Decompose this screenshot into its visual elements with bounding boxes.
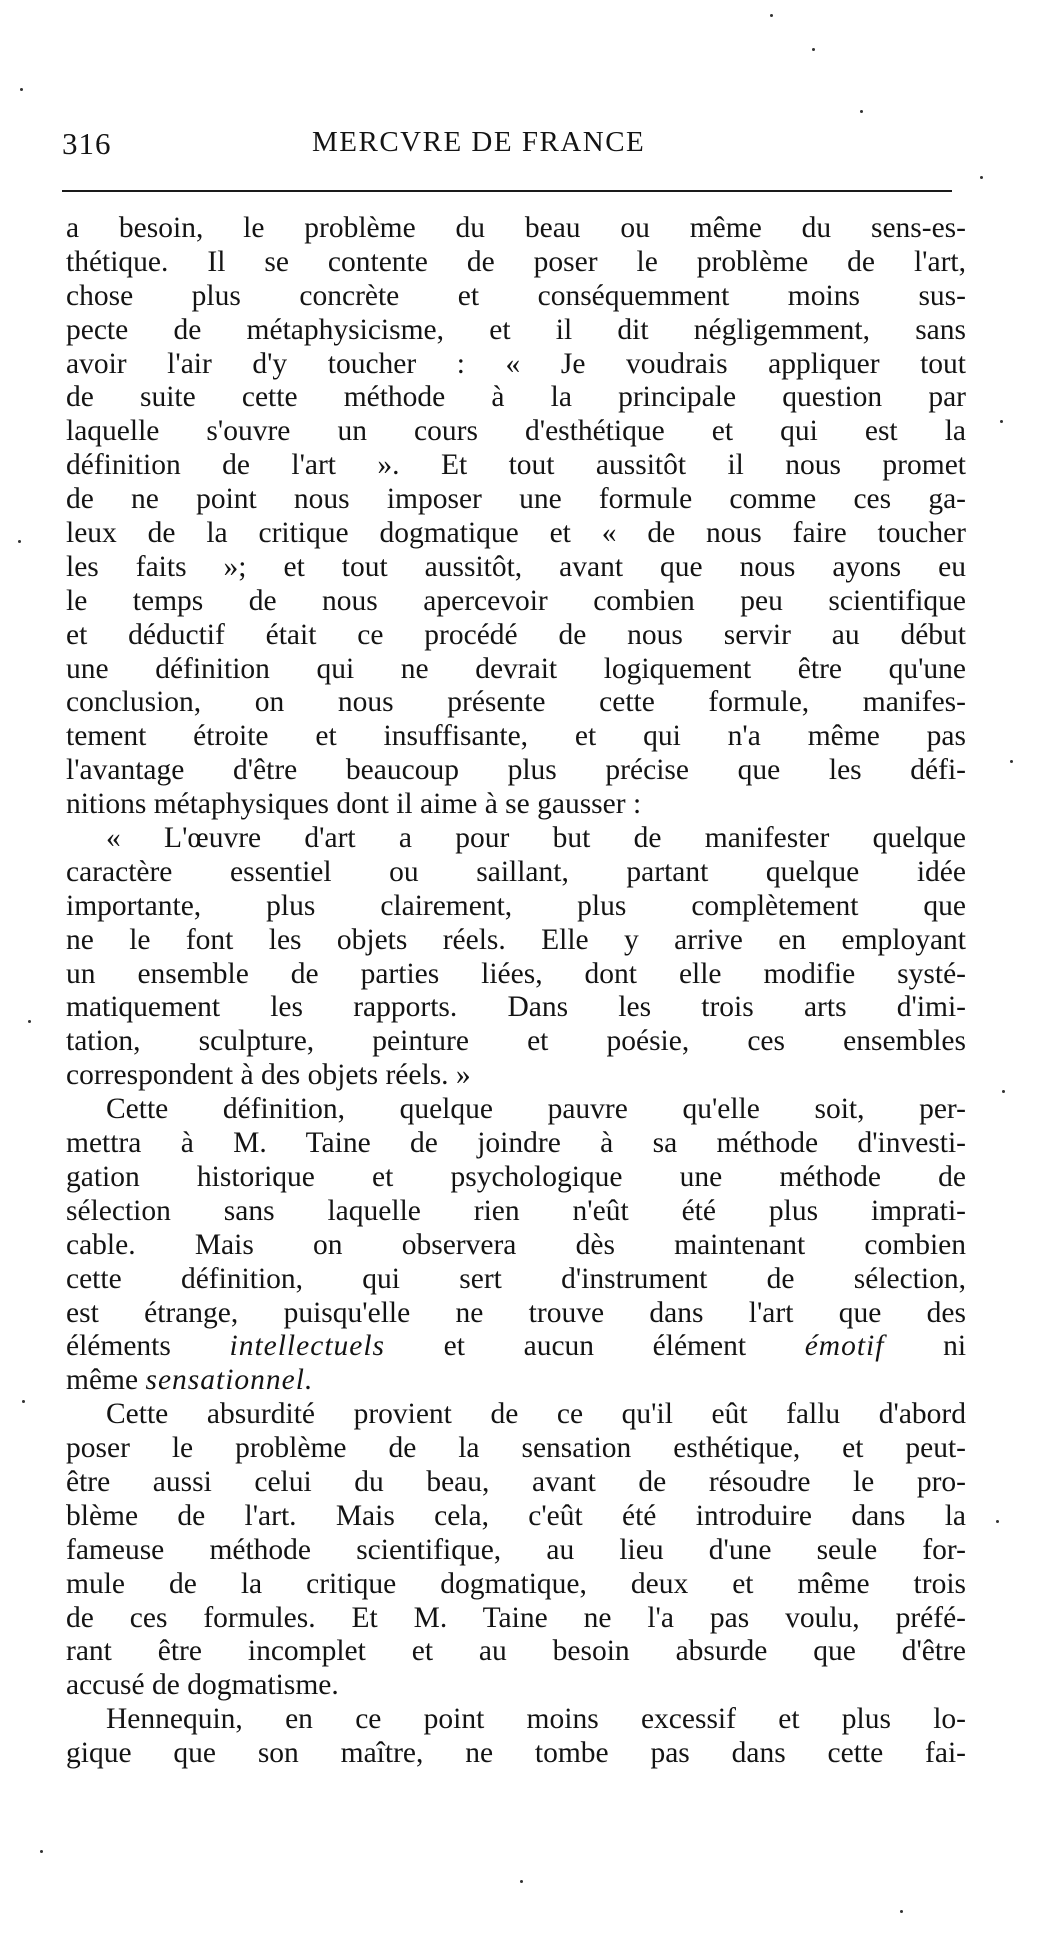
scan-speck — [812, 48, 815, 51]
scan-speck — [770, 14, 773, 17]
quote-line: matiquement les rapports. Dans les trois arts d'imi- — [66, 991, 966, 1024]
italic-term: intellectuels — [229, 1330, 386, 1363]
text-line: Cette définition, quelque pauvre qu'elle soit, per- — [106, 1093, 966, 1126]
header-rule — [62, 190, 952, 192]
text-line: blème de l'art. Mais cela, c'eût été introduire dans la — [66, 1499, 966, 1532]
scan-speck — [860, 110, 863, 113]
text-line: conclusion, on nous présente cette formule, manifes- — [66, 686, 966, 719]
text-line: Cette absurdité provient de ce qu'il eût fallu d'abord — [106, 1398, 966, 1431]
text-line: chose plus concrète et conséquemment moins sus- — [66, 279, 966, 312]
scan-speck — [20, 88, 23, 91]
text-line: gique que son maître, ne tombe pas dans cette fai- — [66, 1737, 966, 1770]
scan-speck — [22, 1400, 25, 1403]
quote-line: importante, plus clairement, plus complètement que — [66, 889, 966, 922]
text-fragment: ni — [943, 1330, 967, 1363]
text-line: l'avantage d'être beaucoup plus précise que les défi- — [66, 754, 966, 787]
text-line: cable. Mais on observera dès maintenant combien — [66, 1228, 966, 1261]
scan-speck — [1002, 1090, 1005, 1093]
text-line: pecte de métaphysicisme, et il dit négligemment, sans — [66, 313, 966, 346]
text-line: le temps de nous apercevoir combien peu scientifique — [66, 584, 966, 617]
text-line: avoir l'air d'y toucher : « Je voudrais appliquer tout — [66, 347, 966, 380]
quote-line: caractère essentiel ou saillant, partant quelque idée — [66, 855, 966, 888]
text-line: est étrange, puisqu'elle ne trouve dans l'art que des — [66, 1296, 966, 1329]
text-line — [66, 1364, 966, 1398]
running-head — [62, 126, 952, 166]
scan-speck — [900, 1910, 903, 1913]
text-fragment: éléments — [66, 1330, 171, 1363]
quote-line: ne le font les objets réels. Elle y arrive en employant — [66, 923, 966, 956]
text-line: leux de la critique dogmatique et « de nous faire toucher — [66, 517, 966, 550]
italic-term: sensationnel. — [145, 1364, 314, 1397]
text-line: a besoin, le problème du beau ou même du sens-es- — [66, 212, 966, 244]
text-line: fameuse méthode scientifique, au lieu d'une seule for- — [66, 1533, 966, 1566]
text-line: poser le problème de la sensation esthétique, et peut- — [66, 1432, 966, 1465]
text-line: tement étroite et insuffisante, et qui n'a même pas — [66, 720, 966, 753]
text-line: laquelle s'ouvre un cours d'esthétique et qui est la — [66, 415, 966, 448]
text-fragment: et aucun élément — [443, 1330, 747, 1363]
quote-line: « L'œuvre d'art a pour but de manifester quelque — [106, 822, 966, 855]
italic-term: émotif — [804, 1330, 885, 1363]
text-fragment: même — [66, 1364, 139, 1397]
scan-speck — [996, 1520, 999, 1523]
text-line: thétique. Il se contente de poser le problème de l'art, — [66, 245, 966, 278]
text-line — [66, 1330, 966, 1364]
scan-speck — [1010, 760, 1013, 763]
text-line: nitions métaphysiques dont il aime à se gausser : — [66, 788, 642, 821]
body-text — [66, 212, 966, 1771]
text-line: rant être incomplet et au besoin absurde que d'être — [66, 1635, 966, 1668]
text-line: une définition qui ne devrait logiquement être qu'une — [66, 652, 966, 685]
scan-speck — [1000, 420, 1003, 423]
text-line: être aussi celui du beau, avant de résoudre le pro- — [66, 1465, 966, 1498]
text-line: de suite cette méthode à la principale question par — [66, 381, 966, 414]
scan-speck — [520, 1880, 523, 1883]
quote-line: correspondent à des objets réels. » — [66, 1059, 471, 1092]
scan-speck — [28, 1020, 31, 1023]
text-line: mule de la critique dogmatique, deux et même trois — [66, 1567, 966, 1600]
quote-line: un ensemble de parties liées, dont elle modifie systé- — [66, 957, 966, 990]
scan-speck — [18, 540, 21, 543]
text-line: accusé de dogmatisme. — [66, 1669, 339, 1702]
scan-speck — [980, 176, 983, 179]
text-line: de ces formules. Et M. Taine ne l'a pas voulu, préfé- — [66, 1601, 966, 1634]
text-line: Hennequin, en ce point moins excessif et plus lo- — [106, 1703, 966, 1736]
page-number: 316 — [62, 126, 112, 161]
text-line: les faits »; et tout aussitôt, avant que nous ayons eu — [66, 550, 966, 583]
text-line: mettra à M. Taine de joindre à sa méthode d'investi- — [66, 1127, 966, 1160]
quote-line: tation, sculpture, peinture et poésie, ces ensembles — [66, 1025, 966, 1058]
text-line: gation historique et psychologique une méthode de — [66, 1160, 966, 1193]
scan-speck — [40, 1850, 43, 1853]
text-line: de ne point nous imposer une formule comme ces ga- — [66, 483, 966, 516]
text-line: cette définition, qui sert d'instrument de sélection, — [66, 1262, 966, 1295]
text-line: définition de l'art ». Et tout aussitôt il nous promet — [66, 449, 966, 482]
journal-title: MERCVRE DE FRANCE — [312, 126, 646, 158]
text-line: et déductif était ce procédé de nous servir au début — [66, 618, 966, 651]
text-line: sélection sans laquelle rien n'eût été plus imprati- — [66, 1194, 966, 1227]
